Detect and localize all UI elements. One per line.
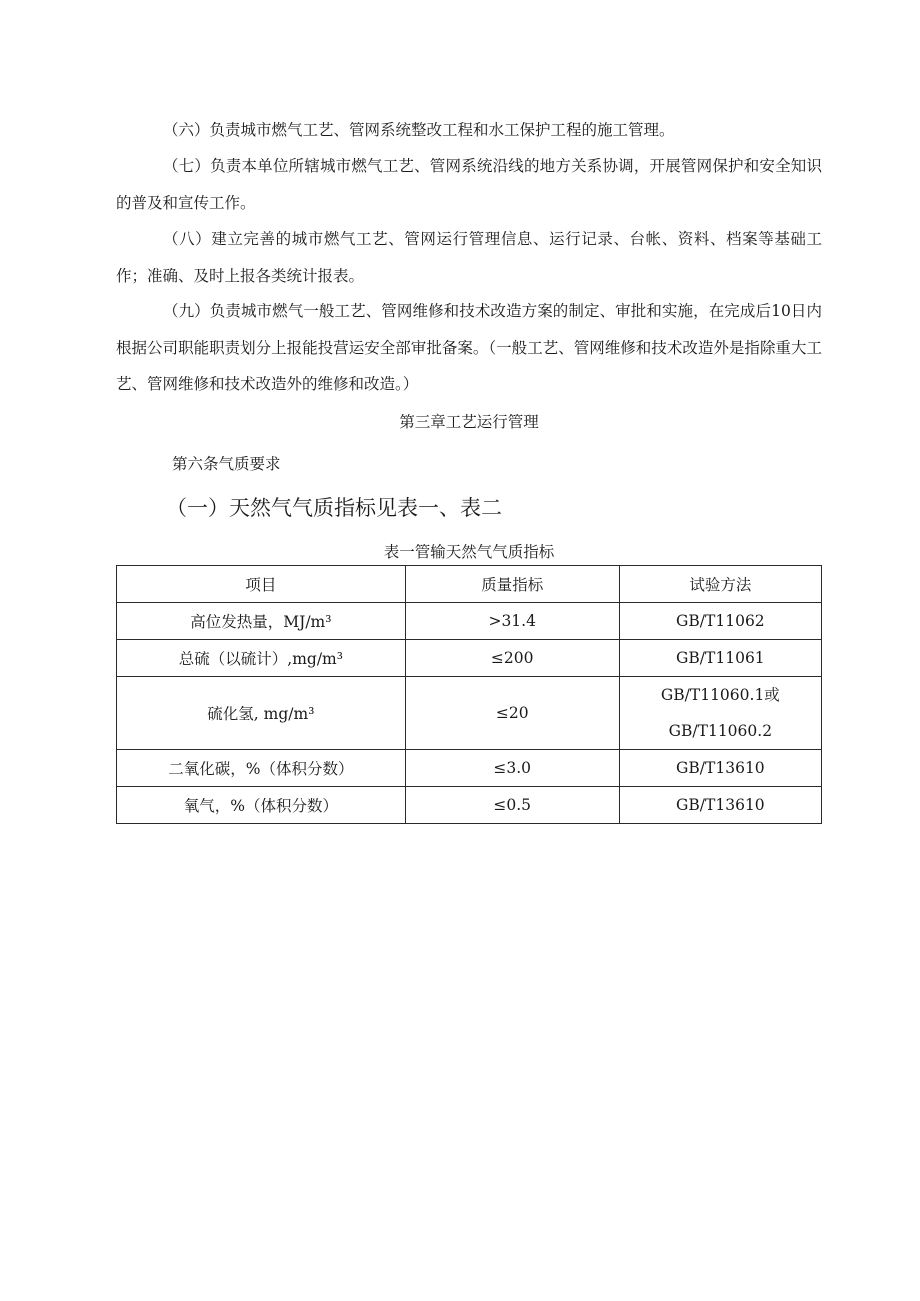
cell-item: 氧气，%（体积分数） — [117, 787, 406, 824]
table-row — [117, 750, 822, 787]
cell-method: GB/T13610 — [619, 750, 821, 787]
cell-spec: ≤0.5 — [405, 787, 619, 824]
paragraph-9: （九）负责城市燃气一般工艺、管网维修和技术改造方案的制定、审批和实施，在完成后10日内根据公司职能职责划分上报能投营运安全部审批备案。（一般工艺、管网维修和技术改造外是指除重大工艺、管网维修和技术改造外的维修和改造。） — [116, 302, 822, 393]
chapter-title: 第三章工艺运行管理 — [399, 413, 539, 431]
article-title: 第六条气质要求 — [172, 455, 281, 473]
cell-method-line1: GB/T11060.1或 — [660, 686, 780, 704]
cell-spec: ≤200 — [405, 640, 619, 677]
cell-spec: >31.4 — [405, 603, 619, 640]
cell-item: 高位发热量，MJ/m³ — [117, 603, 406, 640]
table-header-row — [117, 566, 822, 603]
cell-item: 硫化氢, mg/m³ — [117, 677, 406, 750]
paragraph-7: （七）负责本单位所辖城市燃气工艺、管网系统沿线的地方关系协调，开展管网保护和安全知识的普及和宣传工作。 — [116, 157, 822, 212]
cell-method: GB/T13610 — [619, 787, 821, 824]
cell-method-line2: GB/T11060.2 — [668, 722, 773, 740]
table-caption: 表一管输天然气气质指标 — [383, 543, 555, 561]
table-row — [117, 640, 822, 677]
header-method: 试验方法 — [619, 566, 821, 603]
table-row — [117, 603, 822, 640]
cell-method: GB/T11062 — [619, 603, 821, 640]
cell-item: 总硫（以硫计）,mg/m³ — [117, 640, 406, 677]
header-spec: 质量指标 — [405, 566, 619, 603]
paragraph-6: （六）负责城市燃气工艺、管网系统整改工程和水工保护工程的施工管理。 — [163, 121, 675, 139]
cell-spec: ≤3.0 — [405, 750, 619, 787]
cell-spec: ≤20 — [405, 677, 619, 750]
gas-quality-table — [116, 565, 822, 824]
section-subheading: （一）天然气气质指标见表一、表二 — [166, 496, 502, 520]
cell-method — [619, 677, 821, 750]
cell-item: 二氧化碳，%（体积分数） — [117, 750, 406, 787]
table-row — [117, 787, 822, 824]
header-item: 项目 — [117, 566, 406, 603]
paragraph-8: （八）建立完善的城市燃气工艺、管网运行管理信息、运行记录、台帐、资料、档案等基础工作；准确、及时上报各类统计报表。 — [116, 230, 822, 285]
cell-method: GB/T11061 — [619, 640, 821, 677]
table-row — [117, 677, 822, 750]
